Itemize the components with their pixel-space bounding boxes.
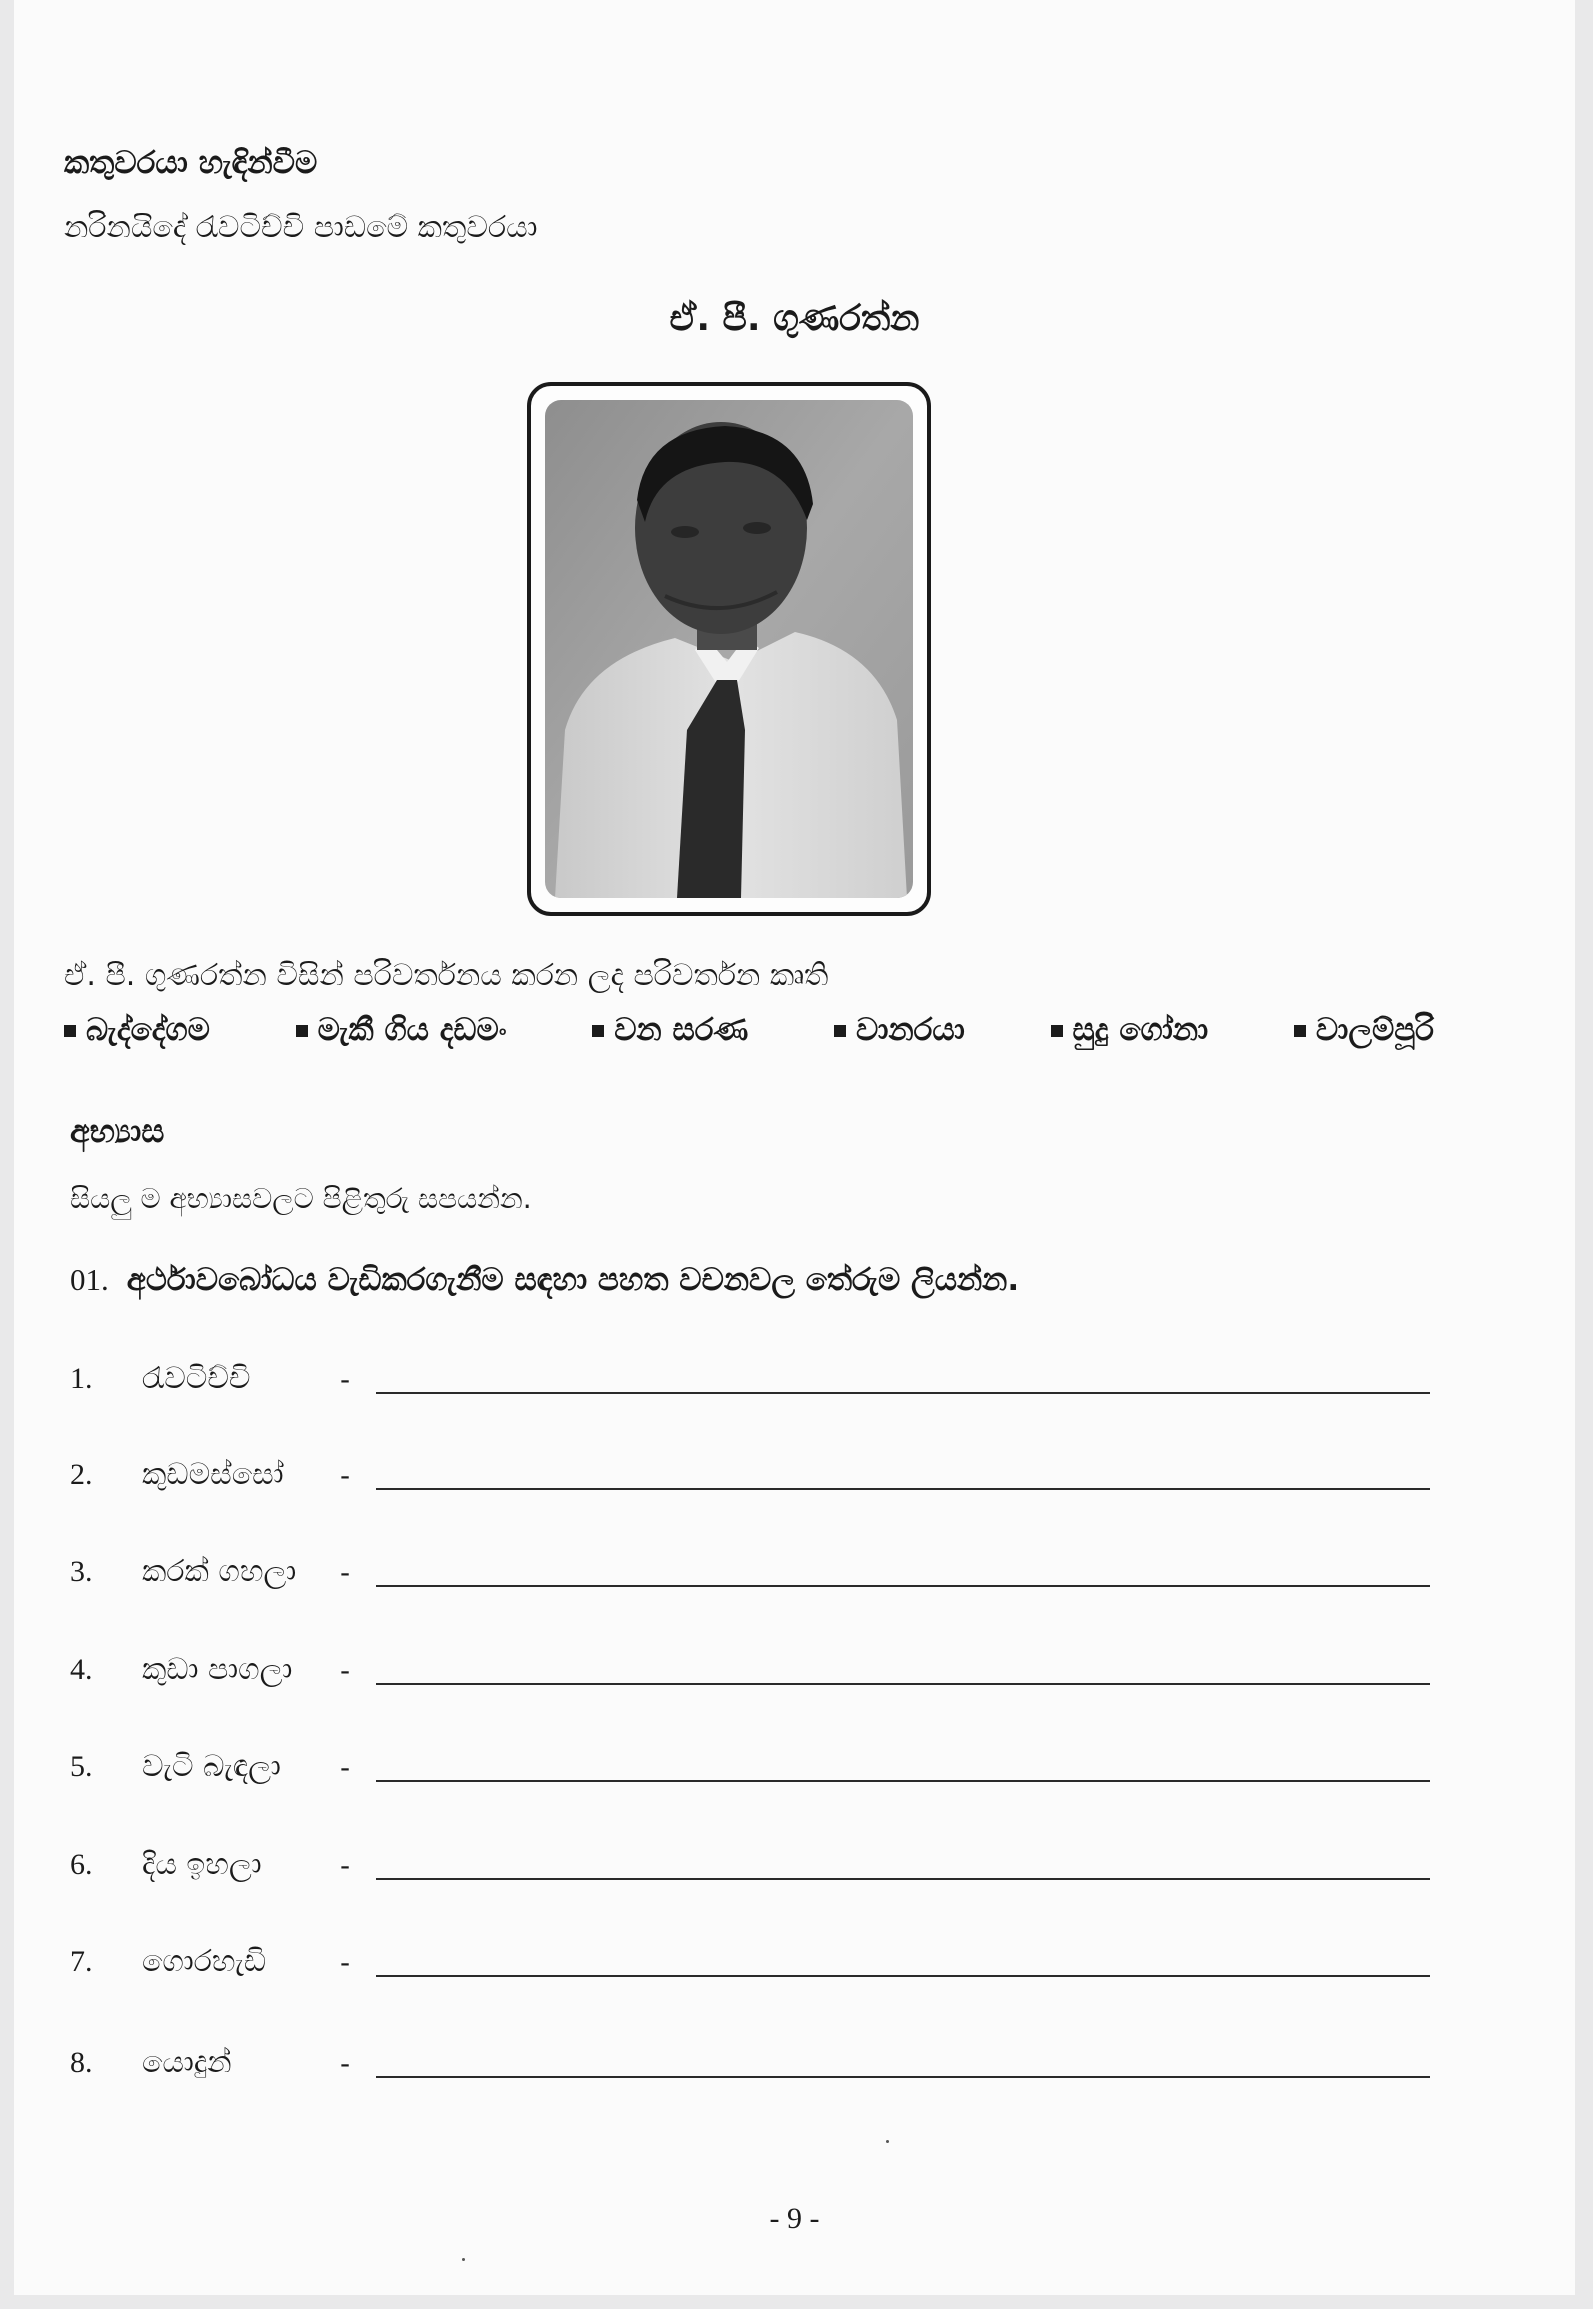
work-title: වානරයා	[855, 1012, 965, 1048]
vocabulary-term: කරක් ගහලා	[142, 1554, 297, 1589]
square-bullet-icon	[592, 1025, 604, 1037]
item-number: 6.	[70, 1848, 93, 1881]
work-title: සුදු ගෝනා	[1072, 1012, 1209, 1048]
square-bullet-icon	[64, 1025, 76, 1037]
separator-dash: -	[340, 1654, 351, 1687]
print-speck	[462, 2258, 465, 2261]
section-heading: කතුවරයා හැඳින්වීම	[64, 145, 318, 181]
translated-works-intro: ඒ. පී. ගුණරත්න විසින් පරිවර්තනය කරන ලද පරිවර්තන කෘති	[64, 958, 829, 993]
answer-blank-line[interactable]	[376, 1975, 1430, 1977]
separator-dash: -	[340, 1363, 351, 1396]
vocabulary-term: ගොරහැඩි	[142, 1944, 267, 1979]
author-portrait-frame	[527, 382, 931, 916]
work-item	[1294, 1012, 1434, 1049]
answer-row	[70, 1838, 1430, 1882]
answer-blank-line[interactable]	[376, 1585, 1430, 1587]
question-01	[70, 1262, 1019, 1299]
answer-row	[70, 2036, 1430, 2080]
work-title: මැකී ගිය දඩමං	[317, 1012, 507, 1048]
work-item	[296, 1012, 507, 1049]
work-item	[1051, 1012, 1209, 1049]
square-bullet-icon	[834, 1025, 846, 1037]
square-bullet-icon	[1051, 1025, 1063, 1037]
translated-works-list	[64, 1012, 1434, 1049]
work-title: බැද්දේගම	[86, 1012, 210, 1048]
work-item	[64, 1012, 210, 1049]
work-item	[592, 1012, 748, 1049]
vocabulary-term: කුඩමස්සෝ	[142, 1457, 284, 1492]
separator-dash: -	[340, 1459, 351, 1492]
vocabulary-term: කුඩා පාගලා	[142, 1652, 293, 1687]
print-speck	[886, 2140, 889, 2143]
answer-blank-line[interactable]	[376, 1488, 1430, 1490]
item-number: 5.	[70, 1750, 93, 1783]
separator-dash: -	[340, 1751, 351, 1784]
item-number: 8.	[70, 2046, 93, 2079]
author-name: ඒ. පී. ගුණරත්න	[669, 298, 920, 339]
answer-blank-line[interactable]	[376, 2076, 1430, 2078]
answer-row	[70, 1935, 1430, 1979]
section-subtitle: නරිනයිදේ රැවටිච්චි පාඩමේ කතුවරයා	[64, 210, 538, 245]
separator-dash: -	[340, 1556, 351, 1589]
author-portrait-image	[545, 400, 913, 898]
separator-dash: -	[340, 2047, 351, 2080]
work-title: වාලම්පූරි	[1315, 1012, 1434, 1048]
item-number: 1.	[70, 1362, 93, 1395]
answer-blank-line[interactable]	[376, 1683, 1430, 1685]
question-number: 01.	[70, 1262, 109, 1297]
square-bullet-icon	[296, 1025, 308, 1037]
exercise-instruction: සියලු ම අභ්‍යාසවලට පිළිතුරු සපයන්න.	[70, 1182, 532, 1215]
answer-row	[70, 1740, 1430, 1784]
exercise-heading: අභ්‍යාස	[70, 1112, 165, 1150]
answer-row	[70, 1643, 1430, 1687]
answer-blank-line[interactable]	[376, 1780, 1430, 1782]
separator-dash: -	[340, 1849, 351, 1882]
document-page	[14, 0, 1575, 2295]
answer-row	[70, 1352, 1430, 1396]
item-number: 7.	[70, 1945, 93, 1978]
item-number: 2.	[70, 1458, 93, 1491]
answer-row	[70, 1545, 1430, 1589]
page-number: - 9 -	[769, 2202, 820, 2235]
answer-blank-line[interactable]	[376, 1878, 1430, 1880]
work-title: වන සරණ	[614, 1012, 749, 1048]
work-item	[834, 1012, 965, 1049]
answer-row	[70, 1448, 1430, 1492]
vocabulary-term: දිය ඉහලා	[142, 1847, 262, 1882]
vocabulary-term: යොදුන්	[142, 2045, 232, 2080]
vocabulary-term: වැටි බැඳලා	[142, 1749, 281, 1784]
square-bullet-icon	[1294, 1025, 1306, 1037]
separator-dash: -	[340, 1946, 351, 1979]
vocabulary-term: රැවටිච්චි	[142, 1361, 251, 1396]
answer-blank-line[interactable]	[376, 1392, 1430, 1394]
item-number: 4.	[70, 1653, 93, 1686]
item-number: 3.	[70, 1555, 93, 1588]
question-text: අර්ථාවබෝධය වැඩිකරගැනීම සඳහා පහත වචනවල තේරුම ලියන්න.	[126, 1262, 1020, 1298]
